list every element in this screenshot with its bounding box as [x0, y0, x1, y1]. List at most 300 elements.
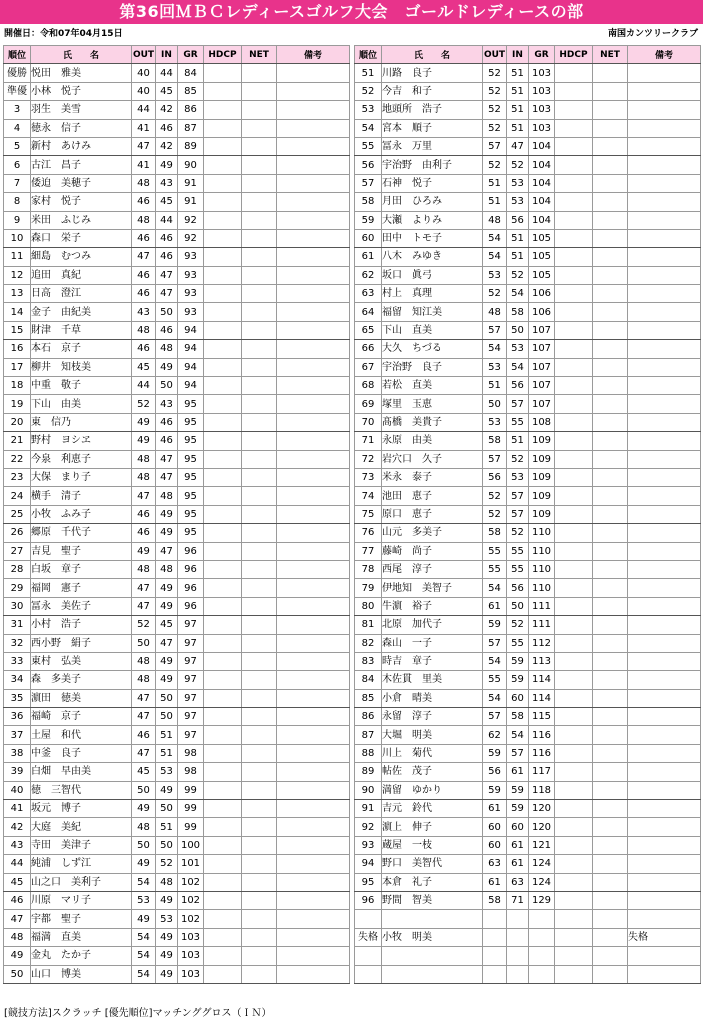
- note-cell: [628, 726, 701, 744]
- hdcp-cell: [204, 321, 242, 339]
- name-cell: 宮本 順子: [382, 119, 483, 137]
- net-cell: [242, 395, 277, 413]
- out-score: 40: [132, 64, 156, 82]
- note-cell: [277, 744, 350, 762]
- out-score: 48: [132, 321, 156, 339]
- rank-cell: 26: [4, 524, 31, 542]
- in-score: 47: [507, 137, 529, 155]
- table-row: [355, 266, 701, 284]
- out-score: 47: [132, 708, 156, 726]
- net-cell: [242, 450, 277, 468]
- note-cell: [277, 156, 350, 174]
- out-score: 53: [132, 891, 156, 909]
- net-cell: [242, 689, 277, 707]
- table-row: [4, 377, 350, 395]
- in-score: 44: [156, 211, 178, 229]
- hdcp-cell: [555, 303, 593, 321]
- note-cell: [628, 413, 701, 431]
- name-cell: 新村 あけみ: [31, 137, 132, 155]
- gross-score: 116: [529, 726, 555, 744]
- net-cell: [593, 726, 628, 744]
- gross-score: 105: [529, 248, 555, 266]
- net-cell: [242, 119, 277, 137]
- note-cell: [277, 818, 350, 836]
- rank-cell: 62: [355, 266, 382, 284]
- in-score: 47: [156, 542, 178, 560]
- gross-score: 95: [178, 505, 204, 523]
- out-score: 48: [132, 671, 156, 689]
- gross-score: 120: [529, 800, 555, 818]
- net-cell: [242, 965, 277, 983]
- note-cell: [277, 597, 350, 615]
- name-cell: 中釜 良子: [31, 744, 132, 762]
- out-score: 47: [132, 137, 156, 155]
- rank-cell: 優勝: [4, 64, 31, 82]
- table-row: [4, 248, 350, 266]
- col-name: 氏 名: [382, 46, 483, 64]
- out-score: 61: [483, 873, 507, 891]
- rank-cell: 68: [355, 377, 382, 395]
- out-score: 57: [483, 450, 507, 468]
- note-cell: [277, 340, 350, 358]
- in-score: 49: [156, 947, 178, 965]
- net-cell: [242, 505, 277, 523]
- net-cell: [242, 800, 277, 818]
- table-row: [355, 781, 701, 799]
- hdcp-cell: [204, 193, 242, 211]
- gross-score: 104: [529, 137, 555, 155]
- table-row: [355, 395, 701, 413]
- rank-cell: 57: [355, 174, 382, 192]
- rank-cell: 37: [4, 726, 31, 744]
- out-score: 49: [132, 542, 156, 560]
- col-rank: 順位: [355, 46, 382, 64]
- gross-score: 95: [178, 450, 204, 468]
- gross-score: 97: [178, 671, 204, 689]
- net-cell: [593, 340, 628, 358]
- note-cell: [628, 689, 701, 707]
- gross-score: 110: [529, 524, 555, 542]
- in-score: 58: [507, 708, 529, 726]
- in-score: 71: [507, 891, 529, 909]
- table-row: [4, 597, 350, 615]
- note-cell: [277, 873, 350, 891]
- out-score: 41: [132, 156, 156, 174]
- in-score: 49: [156, 781, 178, 799]
- rank-cell: 87: [355, 726, 382, 744]
- out-score: 60: [483, 818, 507, 836]
- in-score: 50: [156, 708, 178, 726]
- net-cell: [242, 101, 277, 119]
- in-score: 53: [507, 468, 529, 486]
- net-cell: [242, 193, 277, 211]
- name-cell: [382, 965, 483, 983]
- hdcp-cell: [204, 616, 242, 634]
- rank-cell: 14: [4, 303, 31, 321]
- table-row: [355, 708, 701, 726]
- in-score: 51: [507, 64, 529, 82]
- rank-cell: 49: [4, 947, 31, 965]
- name-cell: 徳 三智代: [31, 781, 132, 799]
- in-score: 52: [507, 266, 529, 284]
- name-cell: 野口 美智代: [382, 855, 483, 873]
- net-cell: [593, 818, 628, 836]
- name-cell: 山元 多美子: [382, 524, 483, 542]
- name-cell: 純浦 しず江: [31, 855, 132, 873]
- net-cell: [242, 64, 277, 82]
- rank-cell: 50: [4, 965, 31, 983]
- out-score: 53: [483, 266, 507, 284]
- note-cell: [277, 836, 350, 854]
- net-cell: [242, 818, 277, 836]
- rank-cell: 78: [355, 560, 382, 578]
- name-cell: 西尾 淳子: [382, 560, 483, 578]
- table-row: [4, 211, 350, 229]
- out-score: 48: [132, 450, 156, 468]
- net-cell: [593, 800, 628, 818]
- hdcp-cell: [204, 708, 242, 726]
- out-score: 54: [483, 229, 507, 247]
- note-cell: [628, 781, 701, 799]
- name-cell: 山口 博美: [31, 965, 132, 983]
- note-cell: [277, 395, 350, 413]
- rank-cell: 33: [4, 652, 31, 670]
- table-row: [355, 119, 701, 137]
- note-cell: [628, 119, 701, 137]
- gross-score: 95: [178, 487, 204, 505]
- table-row: [4, 579, 350, 597]
- rank-cell: 5: [4, 137, 31, 155]
- hdcp-cell: [555, 726, 593, 744]
- table-row: [4, 432, 350, 450]
- gross-score: 110: [529, 579, 555, 597]
- net-cell: [242, 266, 277, 284]
- net-cell: [593, 891, 628, 909]
- table-row: [4, 266, 350, 284]
- table-row: [355, 248, 701, 266]
- rank-cell: 85: [355, 689, 382, 707]
- note-cell: [277, 910, 350, 928]
- gross-score: 114: [529, 689, 555, 707]
- hdcp-cell: [204, 64, 242, 82]
- net-cell: [242, 487, 277, 505]
- net-cell: [242, 377, 277, 395]
- out-score: 59: [483, 616, 507, 634]
- note-cell: [628, 542, 701, 560]
- net-cell: [242, 156, 277, 174]
- hdcp-cell: [555, 156, 593, 174]
- in-score: 51: [507, 101, 529, 119]
- hdcp-cell: [555, 174, 593, 192]
- out-score: 50: [132, 634, 156, 652]
- name-cell: 羽生 美雪: [31, 101, 132, 119]
- note-cell: [628, 524, 701, 542]
- gross-score: 95: [178, 524, 204, 542]
- gross-score: 96: [178, 560, 204, 578]
- gross-score: 84: [178, 64, 204, 82]
- note-cell: [277, 101, 350, 119]
- name-cell: 大保 まり子: [31, 468, 132, 486]
- name-cell: 石神 悦子: [382, 174, 483, 192]
- net-cell: [242, 432, 277, 450]
- gross-score: 107: [529, 340, 555, 358]
- out-score: 49: [132, 910, 156, 928]
- in-score: 59: [507, 671, 529, 689]
- col-in: IN: [507, 46, 529, 64]
- name-cell: 財津 千草: [31, 321, 132, 339]
- gross-score: 94: [178, 321, 204, 339]
- rank-cell: [355, 965, 382, 983]
- hdcp-cell: [204, 211, 242, 229]
- in-score: [507, 947, 529, 965]
- in-score: 55: [507, 413, 529, 431]
- rank-cell: 89: [355, 763, 382, 781]
- net-cell: [593, 671, 628, 689]
- table-row: [355, 432, 701, 450]
- table-row: [355, 487, 701, 505]
- net-cell: [593, 910, 628, 928]
- out-score: [483, 965, 507, 983]
- gross-score: 99: [178, 781, 204, 799]
- net-cell: [593, 303, 628, 321]
- hdcp-cell: [204, 597, 242, 615]
- rank-cell: 8: [4, 193, 31, 211]
- in-score: 48: [156, 873, 178, 891]
- out-score: 58: [483, 524, 507, 542]
- net-cell: [242, 928, 277, 946]
- name-cell: 原口 恵子: [382, 505, 483, 523]
- out-score: 44: [132, 377, 156, 395]
- table-row: [4, 101, 350, 119]
- in-score: 58: [507, 303, 529, 321]
- hdcp-cell: [555, 763, 593, 781]
- table-row: [4, 413, 350, 431]
- gross-score: 103: [529, 101, 555, 119]
- net-cell: [242, 616, 277, 634]
- rank-cell: 44: [4, 855, 31, 873]
- note-cell: [628, 487, 701, 505]
- rank-cell: 3: [4, 101, 31, 119]
- gross-score: 106: [529, 285, 555, 303]
- note-cell: [628, 358, 701, 376]
- name-cell: 濵田 徳美: [31, 689, 132, 707]
- hdcp-cell: [204, 689, 242, 707]
- hdcp-cell: [204, 137, 242, 155]
- net-cell: [593, 432, 628, 450]
- in-score: 45: [156, 193, 178, 211]
- hdcp-cell: [204, 377, 242, 395]
- out-score: 59: [483, 781, 507, 799]
- name-cell: 下山 由美: [31, 395, 132, 413]
- hdcp-cell: [204, 652, 242, 670]
- out-score: 58: [483, 432, 507, 450]
- table-row: [4, 395, 350, 413]
- hdcp-cell: [204, 303, 242, 321]
- note-cell: [628, 597, 701, 615]
- in-score: 49: [156, 671, 178, 689]
- out-score: 51: [483, 377, 507, 395]
- note-cell: [628, 634, 701, 652]
- gross-score: 100: [178, 836, 204, 854]
- table-row: [4, 340, 350, 358]
- net-cell: [242, 137, 277, 155]
- hdcp-cell: [204, 726, 242, 744]
- hdcp-cell: [555, 579, 593, 597]
- gross-score: [529, 928, 555, 946]
- in-score: 50: [156, 303, 178, 321]
- hdcp-cell: [555, 818, 593, 836]
- in-score: 54: [507, 726, 529, 744]
- name-cell: 永留 淳子: [382, 708, 483, 726]
- in-score: 61: [507, 855, 529, 873]
- name-cell: 蔵屋 一枝: [382, 836, 483, 854]
- hdcp-cell: [204, 965, 242, 983]
- hdcp-cell: [204, 229, 242, 247]
- out-score: 44: [132, 101, 156, 119]
- name-cell: 白畑 早由美: [31, 763, 132, 781]
- net-cell: [593, 524, 628, 542]
- note-cell: [277, 285, 350, 303]
- net-cell: [242, 634, 277, 652]
- name-cell: 米永 泰子: [382, 468, 483, 486]
- net-cell: [242, 947, 277, 965]
- out-score: 55: [483, 560, 507, 578]
- in-score: 48: [156, 487, 178, 505]
- note-cell: [277, 137, 350, 155]
- rank-cell: 76: [355, 524, 382, 542]
- in-score: 50: [156, 800, 178, 818]
- hdcp-cell: [555, 450, 593, 468]
- hdcp-cell: [555, 468, 593, 486]
- in-score: 61: [507, 763, 529, 781]
- table-row: [355, 855, 701, 873]
- rank-cell: 61: [355, 248, 382, 266]
- name-cell: [382, 910, 483, 928]
- note-cell: [628, 763, 701, 781]
- out-score: 52: [483, 82, 507, 100]
- net-cell: [242, 652, 277, 670]
- results-table-left: [3, 45, 350, 984]
- note-cell: [277, 119, 350, 137]
- net-cell: [593, 652, 628, 670]
- net-cell: [593, 855, 628, 873]
- note-cell: [628, 505, 701, 523]
- name-cell: 土屋 和代: [31, 726, 132, 744]
- note-cell: [628, 708, 701, 726]
- table-row: [4, 321, 350, 339]
- note-cell: [628, 965, 701, 983]
- out-score: 54: [483, 652, 507, 670]
- name-cell: 倭迫 美穂子: [31, 174, 132, 192]
- net-cell: [593, 505, 628, 523]
- in-score: 42: [156, 101, 178, 119]
- hdcp-cell: [555, 432, 593, 450]
- table-row: [4, 450, 350, 468]
- in-score: 60: [507, 818, 529, 836]
- rank-cell: 65: [355, 321, 382, 339]
- table-row: [4, 64, 350, 82]
- net-cell: [593, 947, 628, 965]
- note-cell: [628, 174, 701, 192]
- hdcp-cell: [204, 524, 242, 542]
- note-cell: [628, 652, 701, 670]
- in-score: 44: [156, 64, 178, 82]
- rank-cell: 54: [355, 119, 382, 137]
- col-name: 氏 名: [31, 46, 132, 64]
- out-score: 52: [132, 395, 156, 413]
- gross-score: 103: [178, 947, 204, 965]
- gross-score: 104: [529, 211, 555, 229]
- rank-cell: 25: [4, 505, 31, 523]
- rank-cell: 36: [4, 708, 31, 726]
- hdcp-cell: [204, 744, 242, 762]
- note-cell: [277, 193, 350, 211]
- name-cell: 徳永 信子: [31, 119, 132, 137]
- gross-score: 97: [178, 708, 204, 726]
- out-score: 46: [132, 285, 156, 303]
- rank-cell: 90: [355, 781, 382, 799]
- note-cell: [628, 156, 701, 174]
- out-score: 46: [132, 340, 156, 358]
- gross-score: 99: [178, 800, 204, 818]
- out-score: 48: [132, 652, 156, 670]
- table-row: [355, 965, 701, 983]
- note-cell: [628, 285, 701, 303]
- hdcp-cell: [555, 560, 593, 578]
- rank-cell: 95: [355, 873, 382, 891]
- note-cell: [277, 211, 350, 229]
- rank-cell: 67: [355, 358, 382, 376]
- net-cell: [593, 64, 628, 82]
- table-row: [4, 965, 350, 983]
- in-score: 47: [156, 450, 178, 468]
- in-score: [507, 928, 529, 946]
- name-cell: 牛濵 裕子: [382, 597, 483, 615]
- hdcp-cell: [555, 855, 593, 873]
- table-row: [355, 450, 701, 468]
- in-score: 51: [507, 248, 529, 266]
- gross-score: 99: [178, 818, 204, 836]
- hdcp-cell: [555, 266, 593, 284]
- in-score: 49: [156, 965, 178, 983]
- name-cell: 大堀 明美: [382, 726, 483, 744]
- gross-score: 94: [178, 377, 204, 395]
- gross-score: 110: [529, 542, 555, 560]
- hdcp-cell: [204, 413, 242, 431]
- table-row: [355, 340, 701, 358]
- table-row: [355, 836, 701, 854]
- net-cell: [242, 781, 277, 799]
- note-cell: [277, 652, 350, 670]
- in-score: 56: [507, 211, 529, 229]
- name-cell: 帖佐 茂子: [382, 763, 483, 781]
- gross-score: 106: [529, 303, 555, 321]
- gross-score: 102: [178, 873, 204, 891]
- hdcp-cell: [555, 505, 593, 523]
- in-score: 53: [507, 193, 529, 211]
- hdcp-cell: [204, 671, 242, 689]
- table-row: [4, 616, 350, 634]
- hdcp-cell: [204, 395, 242, 413]
- gross-score: 95: [178, 432, 204, 450]
- in-score: 48: [156, 560, 178, 578]
- note-cell: [628, 818, 701, 836]
- note-cell: [628, 671, 701, 689]
- table-header-row: [4, 46, 350, 64]
- table-row: [355, 947, 701, 965]
- gross-score: 103: [529, 64, 555, 82]
- gross-score: 93: [178, 248, 204, 266]
